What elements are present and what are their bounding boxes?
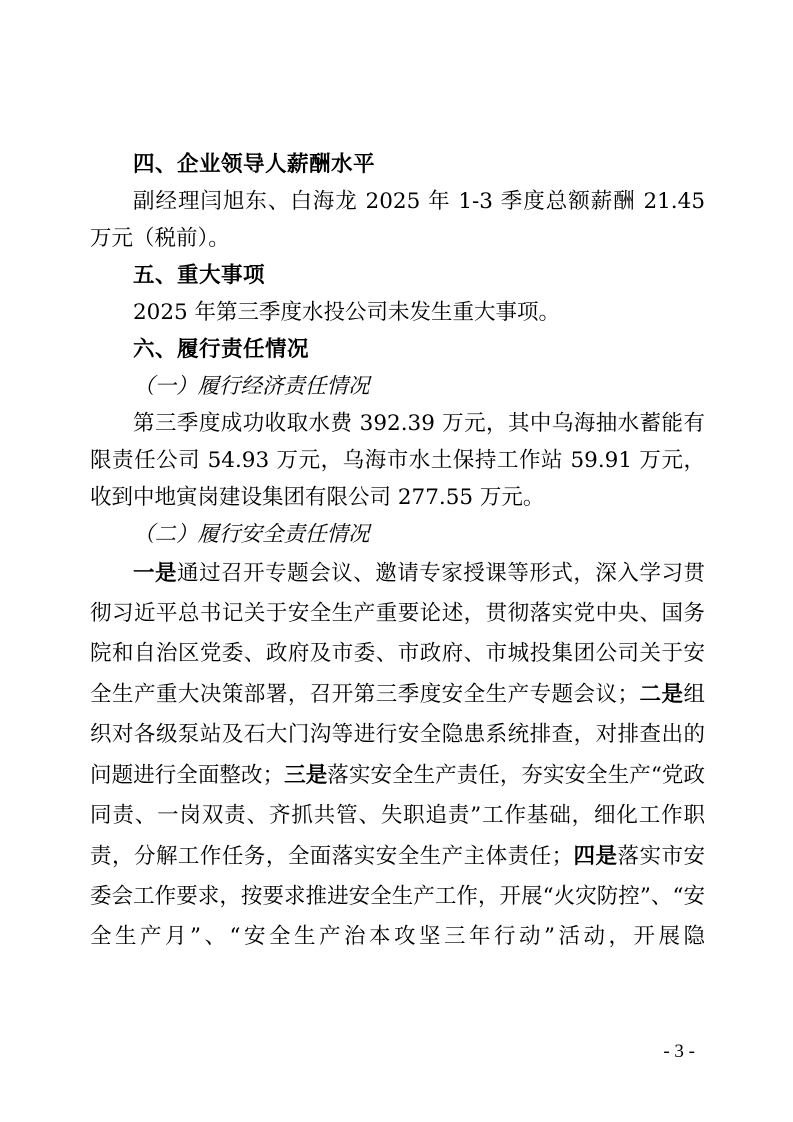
safety-item-1-text: 通过召开专题会议、邀请专家授课等形式，深入学习贯彻习近平总书记关于安全生产重要论述，贯彻落实党中央、国务院和自治区党委、政府及市委、市政府、市城投集团公司关于安全生产重大决策部署，召开第三季度安全生产专题会议；	[90, 561, 705, 707]
page-number: - 3 -	[663, 1041, 695, 1062]
safety-item-3-text: 落实安全生产责任，夯实安全生产“党政同责、一岗双责、齐抓共管、失职追责”工作基础，细化工作职责，分解工作任务，全面落实安全生产主体责任；	[90, 763, 705, 869]
document-content	[90, 146, 705, 957]
safety-item-3-label: 三是	[284, 763, 328, 787]
subsection-heading-safety: （二）履行安全责任情况	[133, 522, 370, 547]
economic-paragraph: 第三季度成功收取水费 392.39 万元，其中乌海抽水蓄能有限责任公司 54.93 万元，乌海市水土保持工作站 59.91 万元，收到中地寅岗建设集团有限公司 277.55 万元。	[90, 411, 705, 510]
section-heading-responsibility: 六、履行责任情况	[133, 337, 310, 361]
safety-item-4-text: 落实市安委会工作要求，按要求推进安全生产工作，开展“火灾防控”、“安全生产月”、“安全生产治本攻坚三年行动”活动，开展隐	[90, 844, 705, 949]
safety-item-4-label: 四是	[573, 844, 618, 868]
subsection-heading-economic: （一）履行经济责任情况	[133, 374, 370, 399]
salary-paragraph: 副经理闫旭东、白海龙 2025 年 1-3 季度总额薪酬 21.45 万元（税前）。	[90, 189, 705, 251]
safety-item-2-text: 组织对各级泵站及石大门沟等进行安全隐患系统排查，对排查出的问题进行全面整改；	[90, 682, 705, 788]
safety-item-2-label: 二是	[639, 682, 684, 706]
safety-paragraph	[90, 553, 705, 957]
section-heading-major-events: 五、重大事项	[133, 263, 266, 287]
major-events-paragraph: 2025 年第三季度水投公司未发生重大事项。	[133, 300, 561, 325]
section-heading-salary: 四、企业领导人薪酬水平	[133, 152, 376, 176]
safety-item-1-label: 一是	[133, 561, 178, 585]
